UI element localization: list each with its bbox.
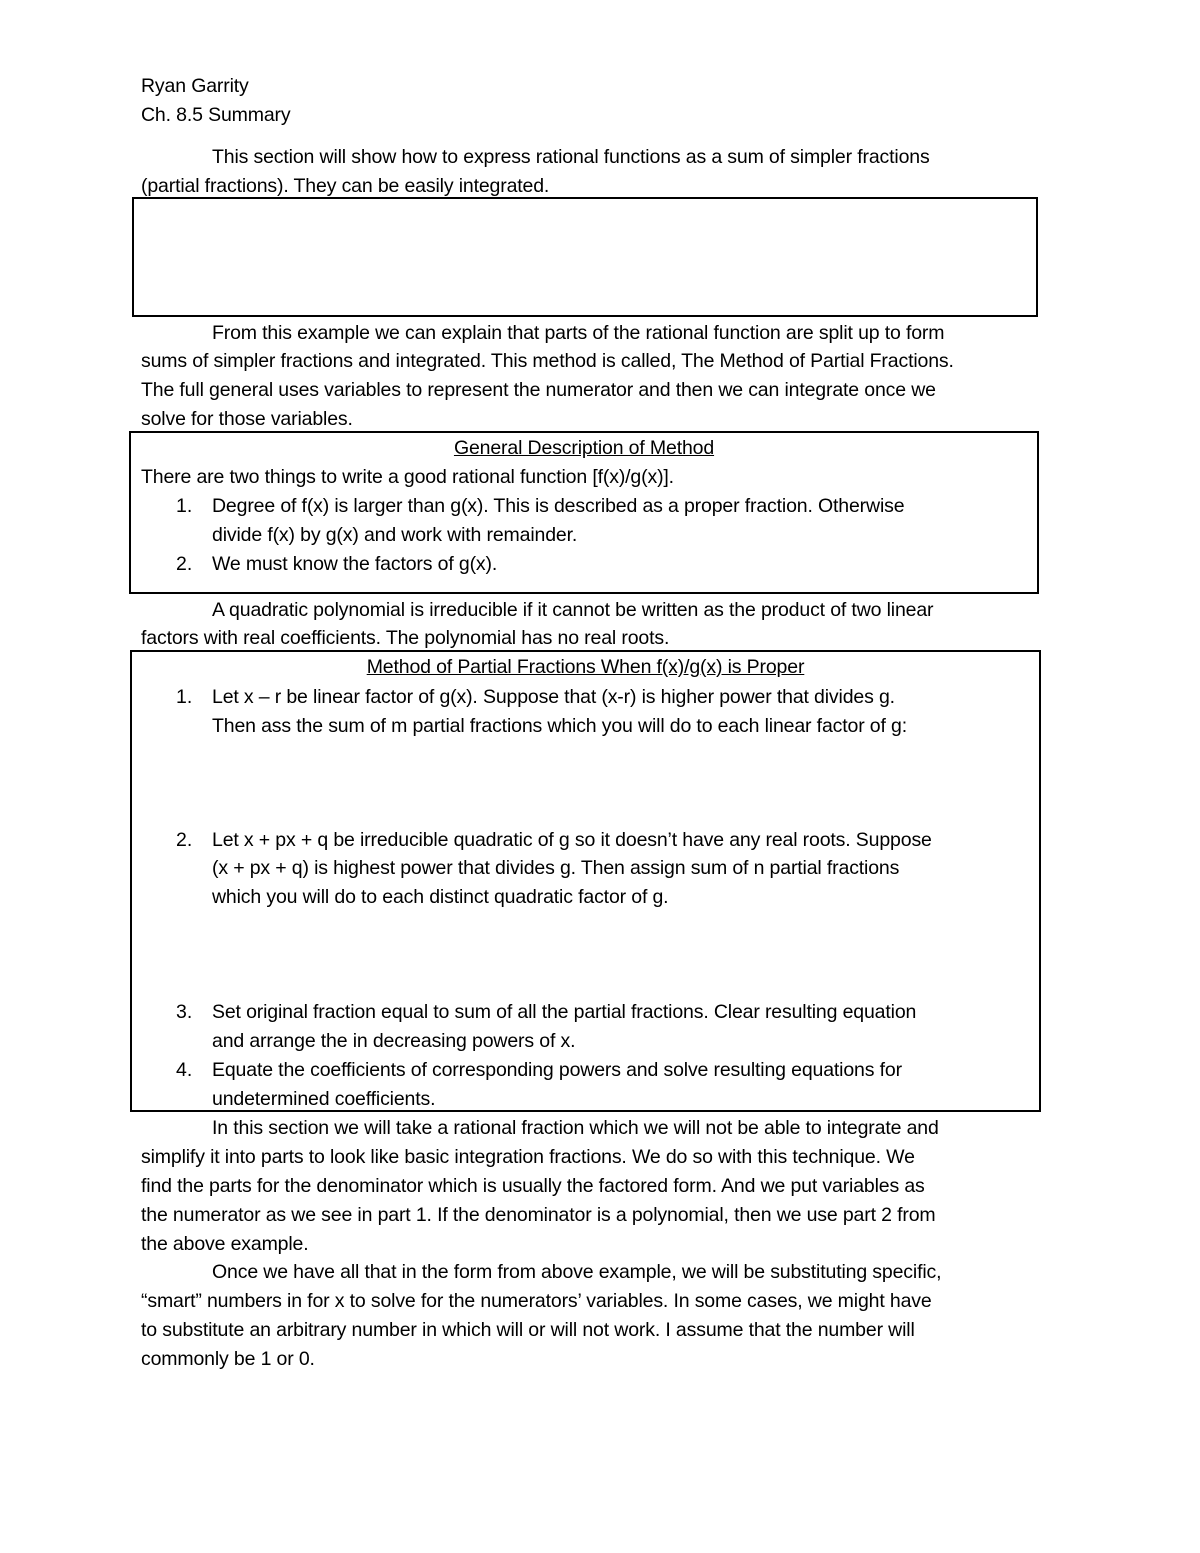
- intro-line-2: (partial fractions). They can be easily integrated.: [141, 175, 550, 197]
- general-box-lead: There are two things to write a good rational function [f(x)/g(x)].: [141, 466, 674, 488]
- para2-line-3: The full general uses variables to represent the numerator and then we can integrate once we: [141, 379, 936, 401]
- para4-line-4: the numerator as we see in part 1. If the denominator is a polynomial, then we use part 2 from: [141, 1204, 936, 1226]
- general-item-1-line-2: divide f(x) by g(x) and work with remainder.: [212, 524, 578, 546]
- method-item-2-number: 2.: [176, 829, 193, 851]
- para4-line-3: find the parts for the denominator which is usually the factored form. And we put variables as: [141, 1175, 925, 1197]
- example-box: [132, 197, 1038, 317]
- para5-line-1: Once we have all that in the form from above example, we will be substituting specific,: [212, 1261, 942, 1283]
- method-item-4-number: 4.: [176, 1059, 193, 1081]
- para4-line-5: the above example.: [141, 1233, 309, 1255]
- para2-line-2: sums of simpler fractions and integrated. This method is called, The Method of Partial Fractions.: [141, 350, 954, 372]
- method-item-2-line-1: Let x + px + q be irreducible quadratic of g so it doesn’t have any real roots. Suppose: [212, 829, 932, 851]
- method-box-heading: Method of Partial Fractions When f(x)/g(x) is Proper: [366, 656, 805, 678]
- para2-line-4: solve for those variables.: [141, 408, 353, 430]
- method-item-1-line-1: Let x – r be linear factor of g(x). Suppose that (x-r) is higher power that divides g.: [212, 686, 895, 708]
- para5-line-4: commonly be 1 or 0.: [141, 1348, 315, 1370]
- method-item-3-line-2: and arrange the in decreasing powers of x.: [212, 1030, 576, 1052]
- para4-line-1: In this section we will take a rational fraction which we will not be able to integrate and: [212, 1117, 939, 1139]
- general-item-2-line-1: We must know the factors of g(x).: [212, 553, 498, 575]
- method-item-3-line-1: Set original fraction equal to sum of all the partial fractions. Clear resulting equation: [212, 1001, 917, 1023]
- method-item-2-line-2: (x + px + q) is highest power that divides g. Then assign sum of n partial fractions: [212, 857, 900, 879]
- para3-line-1: A quadratic polynomial is irreducible if it cannot be written as the product of two linear: [212, 599, 934, 621]
- author-name: Ryan Garrity: [141, 75, 249, 97]
- general-box-heading: General Description of Method: [453, 437, 715, 459]
- general-item-1-number: 1.: [176, 495, 193, 517]
- method-item-2-line-3: which you will do to each distinct quadratic factor of g.: [212, 886, 669, 908]
- intro-line-1: This section will show how to express rational functions as a sum of simpler fractions: [212, 146, 930, 168]
- method-item-4-line-2: undetermined coefficients.: [212, 1088, 436, 1110]
- general-item-1-line-1: Degree of f(x) is larger than g(x). This is described as a proper fraction. Otherwise: [212, 495, 905, 517]
- para3-line-2: factors with real coefficients. The polynomial has no real roots.: [141, 627, 670, 649]
- method-item-3-number: 3.: [176, 1001, 193, 1023]
- method-item-4-line-1: Equate the coefficients of corresponding powers and solve resulting equations for: [212, 1059, 902, 1081]
- para5-line-2: “smart” numbers in for x to solve for the numerators’ variables. In some cases, we might have: [141, 1290, 932, 1312]
- general-item-2-number: 2.: [176, 553, 193, 575]
- method-item-1-line-2: Then ass the sum of m partial fractions which you will do to each linear factor of g:: [212, 715, 908, 737]
- document-title: Ch. 8.5 Summary: [141, 104, 291, 126]
- para4-line-2: simplify it into parts to look like basic integration fractions. We do so with this technique. We: [141, 1146, 915, 1168]
- method-item-1-number: 1.: [176, 686, 193, 708]
- para5-line-3: to substitute an arbitrary number in which will or will not work. I assume that the number will: [141, 1319, 915, 1341]
- para2-line-1: From this example we can explain that parts of the rational function are split up to form: [212, 322, 945, 344]
